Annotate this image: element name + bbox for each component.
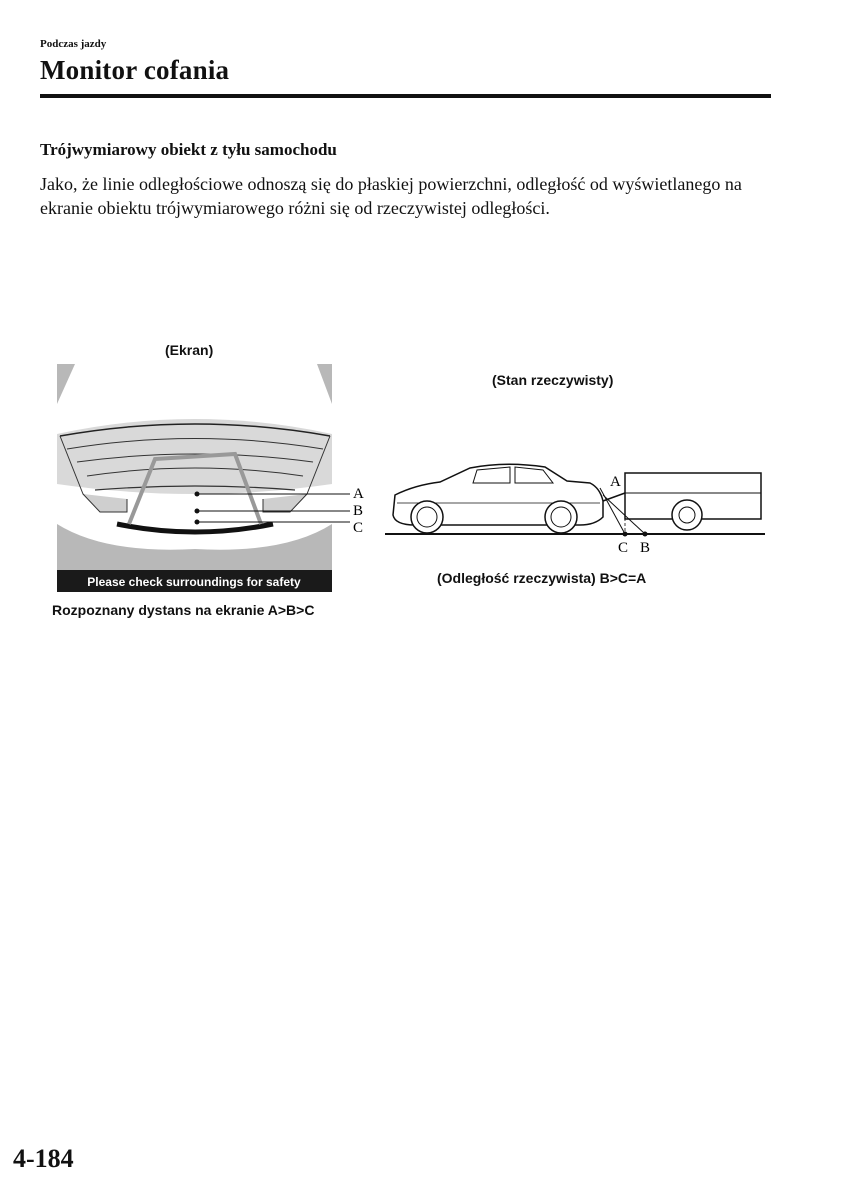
actual-caption: (Stan rzeczywisty): [492, 372, 614, 388]
screen-banner-text: Please check surroundings for safety: [87, 575, 301, 589]
actual-illustration: [385, 455, 765, 560]
title-rule: [40, 94, 771, 98]
subheading: Trójwymiarowy obiekt z tyłu samochodu: [40, 140, 337, 159]
screen-label-b: B: [353, 503, 364, 519]
screen-illustration: [55, 364, 395, 594]
section-label: Podczas jazdy: [40, 38, 107, 50]
page-title: Monitor cofania: [40, 55, 230, 85]
actual-label-b: B: [640, 540, 651, 556]
page-number: 4-184: [13, 1144, 74, 1173]
actual-label-c: C: [618, 540, 629, 556]
actual-distance-caption: (Odległość rzeczywista) B>C=A: [437, 570, 647, 586]
screen-caption: (Ekran): [165, 342, 214, 358]
screen-label-c: C: [353, 520, 364, 536]
body-paragraph: Jako, że linie odległościowe odnoszą się do płaskiej powierzchni, odległość od wyświetlanego na ekranie obiektu trójwymiarowego różni się od rzeczywistej odległości.: [40, 174, 742, 218]
screen-distance-caption: Rozpoznany dystans na ekranie A>B>C: [52, 602, 315, 618]
actual-label-a: A: [610, 474, 621, 490]
screen-label-a: A: [353, 486, 364, 502]
